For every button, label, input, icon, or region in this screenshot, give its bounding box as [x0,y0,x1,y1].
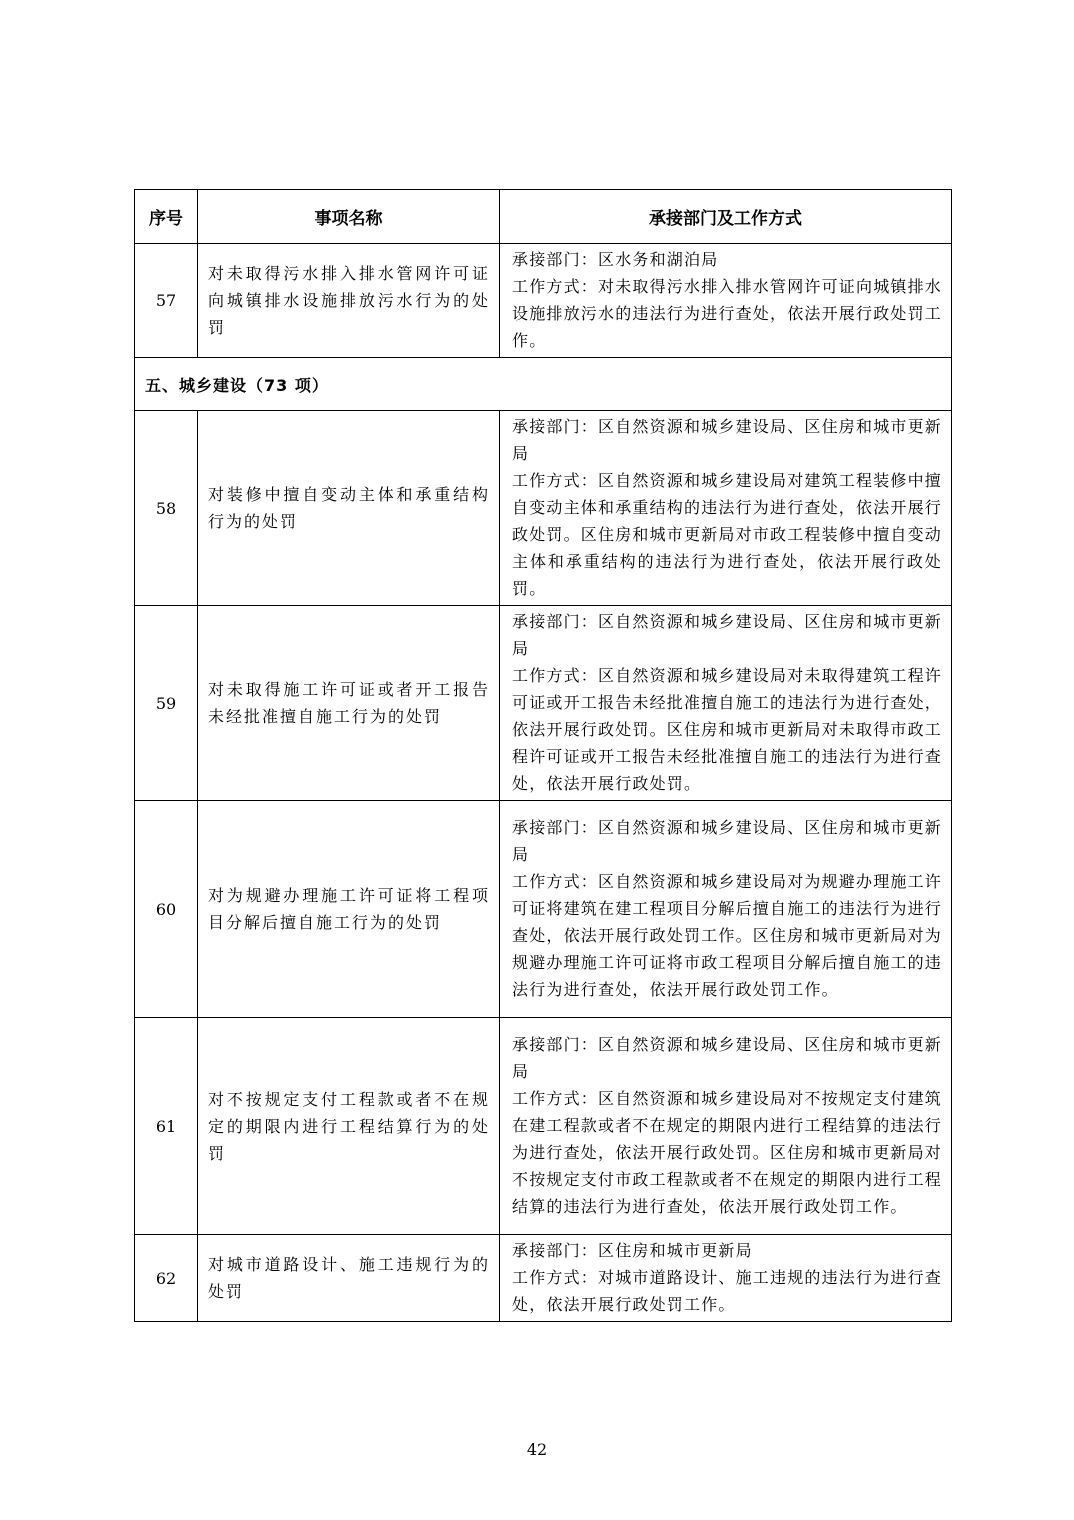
row-dept: 承接部门：区自然资源和城乡建设局、区住房和城市更新局 [512,612,943,658]
row-item-name: 对城市道路设计、施工违规行为的处罚 [198,1235,500,1322]
row-dept: 承接部门：区自然资源和城乡建设局、区住房和城市更新局 [512,1035,943,1081]
row-dept-method [500,1235,952,1322]
section-row [135,358,952,411]
row-dept-method [500,244,952,358]
row-item-name: 对不按规定支付工程款或者不在规定的期限内进行工程结算行为的处罚 [198,1018,500,1235]
row-dept-method [500,1018,952,1235]
row-method: 工作方式：区自然资源和城乡建设局对为规避办理施工许可证将建筑在建工程项目分解后擅自施工的违法行为进行查处，依法开展行政处罚工作。区住房和城市更新局对为规避办理施工许可证将市政工程项目分解后擅自施工的违法行为进行查处，依法开展行政处罚工作。 [512,872,943,999]
row-no: 62 [135,1235,198,1322]
table-row [135,606,952,801]
section-title: 五、城乡建设（73 项） [135,358,952,411]
row-item-name: 对未取得污水排入排水管网许可证向城镇排水设施排放污水行为的处罚 [198,244,500,358]
row-dept-method [500,411,952,606]
row-item-name: 对为规避办理施工许可证将工程项目分解后擅自施工行为的处罚 [198,801,500,1018]
header-item-name: 事项名称 [198,190,500,244]
row-item-name: 对装修中擅自变动主体和承重结构行为的处罚 [198,411,500,606]
table-header-row [135,190,952,244]
row-dept: 承接部门：区自然资源和城乡建设局、区住房和城市更新局 [512,417,943,463]
table-row [135,244,952,358]
header-dept-method: 承接部门及工作方式 [500,190,952,244]
row-method: 工作方式：对未取得污水排入排水管网许可证向城镇排水设施排放污水的违法行为进行查处，依法开展行政处罚工作。 [512,277,943,350]
row-dept: 承接部门：区水务和湖泊局 [512,250,719,269]
row-item-name: 对未取得施工许可证或者开工报告未经批准擅自施工行为的处罚 [198,606,500,801]
header-no: 序号 [135,190,198,244]
row-no: 59 [135,606,198,801]
row-method: 工作方式：区自然资源和城乡建设局对不按规定支付建筑在建工程款或者不在规定的期限内进行工程结算的违法行为进行查处，依法开展行政处罚。区住房和城市更新局对不按规定支付市政工程款或者不在规定的期限内进行工程结算的违法行为进行查处，依法开展行政处罚工作。 [512,1089,943,1216]
row-method: 工作方式：区自然资源和城乡建设局对未取得建筑工程许可证或开工报告未经批准擅自施工的违法行为进行查处，依法开展行政处罚。区住房和城市更新局对未取得市政工程许可证或开工报告未经批准擅自施工的违法行为进行查处，依法开展行政处罚。 [512,666,943,793]
row-dept: 承接部门：区自然资源和城乡建设局、区住房和城市更新局 [512,818,943,864]
row-no: 58 [135,411,198,606]
table-row [135,1018,952,1235]
table-row [135,1235,952,1322]
row-no: 61 [135,1018,198,1235]
row-dept-method [500,606,952,801]
table-row [135,801,952,1018]
row-dept-method [500,801,952,1018]
row-no: 57 [135,244,198,358]
table-row [135,411,952,606]
row-dept: 承接部门：区住房和城市更新局 [512,1241,753,1260]
row-method: 工作方式：区自然资源和城乡建设局对建筑工程装修中擅自变动主体和承重结构的违法行为进行查处，依法开展行政处罚。区住房和城市更新局对市政工程装修中擅自变动主体和承重结构的违法行为进行查处，依法开展行政处罚。 [512,471,943,598]
items-table [134,189,952,1322]
row-no: 60 [135,801,198,1018]
row-method: 工作方式：对城市道路设计、施工违规的违法行为进行查处，依法开展行政处罚工作。 [512,1268,943,1314]
page-number: 42 [526,1440,548,1459]
